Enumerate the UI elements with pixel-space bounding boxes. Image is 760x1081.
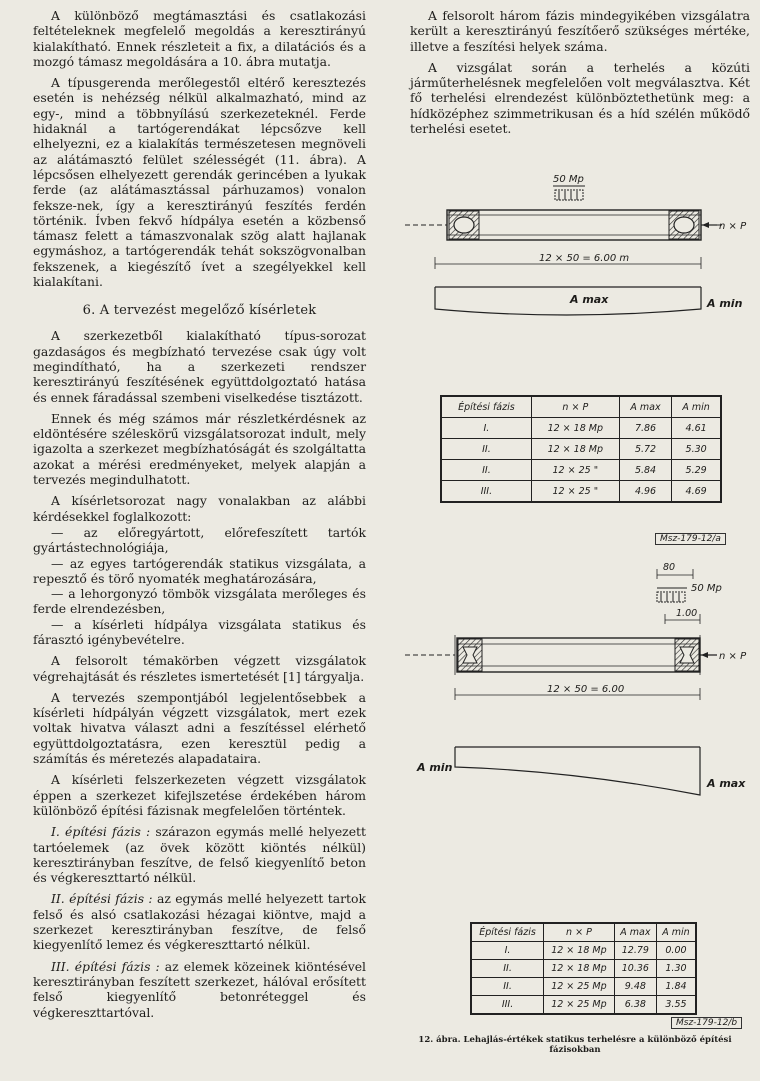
phase-2-text: az egymás mellé helyezett tartok felső és alsó csatlakozási hézagai kiöntve, majd a szerkezet keresztirányban feszítve, de felső kiegyenlítő lemez és végkereszttartó nélkül. (33, 891, 366, 953)
table-header-row (471, 923, 696, 942)
header-force: n × P (531, 396, 619, 418)
cell-phase: II. (441, 439, 531, 460)
cell-force: 12 × 25 " (531, 460, 619, 481)
cell-force: 12 × 18 Mp (531, 439, 619, 460)
paragraph-three-phases: A felsorolt három fázis mindegyikében vizsgálatra került a keresztirányú feszítőerő szükséges mértéke, illetve a feszítési helyek száma. (410, 8, 750, 54)
header-phase: Építési fázis (471, 923, 544, 942)
header-amax: A max (619, 396, 671, 418)
deflection-table-edge (470, 922, 697, 1015)
cell-force: 12 × 18 Mp (544, 960, 615, 978)
cell-amin: 4.61 (672, 418, 721, 439)
paragraph-skew-bridges: A típusgerenda merőlegestől eltérő keresztezés esetén is nehézség nélkül alkalmazható, mind az egy-, mind a többnyílású szerkezeteknél. Ferde hidaknál a tartógerendákat lépcsőzve kell elhelyezni, ez a kialakítás természetesen megnöveli az alátámasztó felület szélességét (11. ábra). A lépcsősen elhelyezett gerendák gerincében a lyukak ferde (az alátámasztással párhuzamos) vonalon feksze-nek, így a keresztirányú feszítés ferdén történik. Ívben fekvő hídpálya esetén a közbenső támasz felett a támaszvonalak szög alatt hajlanak egymáshoz, a tartógerendák tehát sokszögvonalban fekszenek, a kiegészítő ívet a szegélyekkel kell kialakítani. (33, 75, 366, 290)
cell-amin: 3.55 (656, 996, 696, 1015)
offset-label: 80 (663, 562, 676, 573)
header-amax: A max (614, 923, 656, 942)
header-phase: Építési fázis (441, 396, 531, 418)
amax-label-2: A max (707, 777, 746, 790)
table-row (471, 978, 696, 996)
section-title: 6. A tervezést megelőző kísérletek (82, 303, 317, 319)
amin-label-1: A min (707, 297, 743, 310)
load-arrows-1 (555, 190, 583, 200)
cell-force: 12 × 18 Mp (531, 418, 619, 439)
cell-force: 12 × 25 " (531, 481, 619, 503)
list-item-anchor-blocks: — a lehorgonyzó tömbök vizsgálata merőleges és ferde elrendezésben, (33, 586, 366, 617)
header-amin: A min (656, 923, 696, 942)
right-text-column (410, 8, 750, 136)
force-label-2: n × P (719, 651, 747, 662)
paragraph-test-series: Ennek és még számos már részletkérdésnek az eldöntésére széleskörű vizsgálatsorozat indult, mely igazolta a szerkezet megbízhatóságát és szolgáltatta azokat a mérési eredményeket, melyek alapján a tervezés megindulhatott. (33, 410, 366, 488)
phase-3-label: III. építési fázis : (51, 958, 160, 974)
load-label-1: 50 Mp (553, 174, 584, 185)
table-row (441, 418, 721, 439)
deck-cross-section-1 (405, 210, 725, 240)
cell-amax: 4.96 (619, 481, 671, 503)
cell-amin: 5.30 (672, 439, 721, 460)
stamp-2: Msz-179-12/b (671, 1017, 742, 1029)
cell-phase: II. (471, 978, 544, 996)
figure-12 (395, 165, 755, 1075)
list-item-deck-test: — a kísérleti hídpálya vizsgálata statikus és fárasztó igénybevételre. (33, 616, 366, 647)
cell-phase: III. (441, 481, 531, 503)
cell-phase: III. (471, 996, 544, 1015)
paragraph-most-important: A tervezés szempontjából legjelentősebbek a kísérleti hídpályán végzett vizsgálatok, mert ezek voltak hivatva választ adni a feszítéssel elérhető együttdolgoztatásra, ezen keresztül pedig a számítás és méretezés alapadataira. (33, 689, 366, 767)
paragraph-phase-1 (33, 824, 366, 885)
left-text-column (33, 8, 366, 1020)
load-arrows-2 (657, 588, 687, 602)
cell-amax: 5.72 (619, 439, 671, 460)
figure-drawings (395, 165, 755, 1035)
table-row (441, 439, 721, 460)
cell-amax: 10.36 (614, 960, 656, 978)
paragraph-questions-intro: A kísérletsorozat nagy vonalakban az alábbi kérdésekkel foglalkozott: (33, 493, 366, 524)
diagram-symmetric-load (405, 174, 747, 315)
table-row (471, 960, 696, 978)
deflection-curve-2 (455, 747, 700, 795)
table-row (441, 460, 721, 481)
cell-phase: I. (441, 418, 531, 439)
cell-amin: 4.69 (672, 481, 721, 503)
cell-force: 12 × 18 Mp (544, 942, 615, 960)
phase-2-label: II. építési fázis : (51, 891, 153, 907)
list-item-static-test: — az egyes tartógerendák statikus vizsgálata, a repesztő és törő nyomaték meghatározására, (33, 555, 366, 586)
cell-amin: 5.29 (672, 460, 721, 481)
paragraph-loading: A vizsgálat során a terhelés a közúti járműterhelésnek megfelelően volt megválasztva. Két fő terhelési elrendezést különböztethetünk meg: a hídközéphez szimmetrikusan és a híd szélén működő terhelési esetet. (410, 59, 750, 137)
paragraph-phases-intro: A kísérleti felszerkezeten végzett vizsgálatok éppen a szerkezet kifejlszetése érdekében három különböző építési fázisnak megfelelően történtek. (33, 772, 366, 818)
paragraph-type-series: A szerkezetből kialakítható típus-sorozat gazdaságos és megbízható tervezése csak úgy volt megindítható, ha a szerkezeti rendszer keresztirányú feszítésének együttdolgoztató hatása és ennek fáradással szembeni viselkedése tisztázott. (33, 328, 366, 405)
force-label-1: n × P (719, 221, 747, 232)
deck-cross-section-2 (405, 635, 717, 675)
table-header-row (441, 396, 721, 418)
stamp-1: Msz-179-12/a (655, 533, 726, 545)
cell-amin: 0.00 (656, 942, 696, 960)
amin-label-2: A min (417, 761, 453, 774)
diagram-edge-load (405, 562, 747, 795)
cell-amin: 1.30 (656, 960, 696, 978)
cell-phase: I. (471, 942, 544, 960)
phase-1-text: szárazon egymás mellé helyezett tartóelemek (az övek között kiöntés nélkül) keresztirányban feszítve, de felső kiegyenlítő beton és végkereszttartó nélkül. (33, 824, 366, 886)
deflection-curve-1 (435, 287, 701, 315)
cell-amax: 12.79 (614, 942, 656, 960)
paragraph-phase-2 (33, 891, 366, 952)
list-item-technology: — az előregyártott, előrefeszített tartók gyártástechnológiája, (33, 524, 366, 556)
phase-1-label: I. építési fázis : (51, 824, 151, 840)
cell-amax: 6.38 (614, 996, 656, 1015)
table-row (471, 996, 696, 1015)
deflection-table-symmetric (440, 395, 722, 503)
cell-phase: II. (441, 460, 531, 481)
table-row (471, 942, 696, 960)
amax-label-1: A max (570, 293, 609, 306)
dimension-label-1: 12 × 50 = 6.00 m (539, 253, 630, 264)
cell-amax: 9.48 (614, 978, 656, 996)
paragraph-reference: A felsorolt témakörben végzett vizsgálatok végrehajtását és részletes ismertetését [1] tárgyalja. (33, 653, 366, 684)
cell-force: 12 × 25 Mp (544, 996, 615, 1015)
cell-phase: II. (471, 960, 544, 978)
paragraph-supports: A különböző megtámasztási és csatlakozási feltételeknek megfelelő megoldás a keresztirányú kialakítható. Ennek részleteit a fix, a dilatációs és a mozgó támasz megoldására a 10. ábra mutatja. (33, 8, 366, 69)
paragraph-phase-3 (33, 959, 366, 1020)
cell-amax: 5.84 (619, 460, 671, 481)
figure-caption: 12. ábra. Lehajlás-értékek statikus terhelésre a különböző építési fázisokban (418, 1035, 732, 1055)
cell-amax: 7.86 (619, 418, 671, 439)
load-label-2: 50 Mp (691, 583, 722, 594)
cell-amin: 1.84 (656, 978, 696, 996)
header-force: n × P (544, 923, 615, 942)
table-row (441, 481, 721, 503)
cell-force: 12 × 25 Mp (544, 978, 615, 996)
small-dimension-label: 1.00 (676, 608, 698, 619)
header-amin: A min (672, 396, 721, 418)
phase-3-text: az elemek közeinek kiöntésével keresztirányban feszített szerkezet, hálóval erősített felső kiegyenlítő betonréteggel és végkereszttartóval. (33, 958, 366, 1020)
dimension-label-2: 12 × 50 = 6.00 (547, 684, 625, 695)
